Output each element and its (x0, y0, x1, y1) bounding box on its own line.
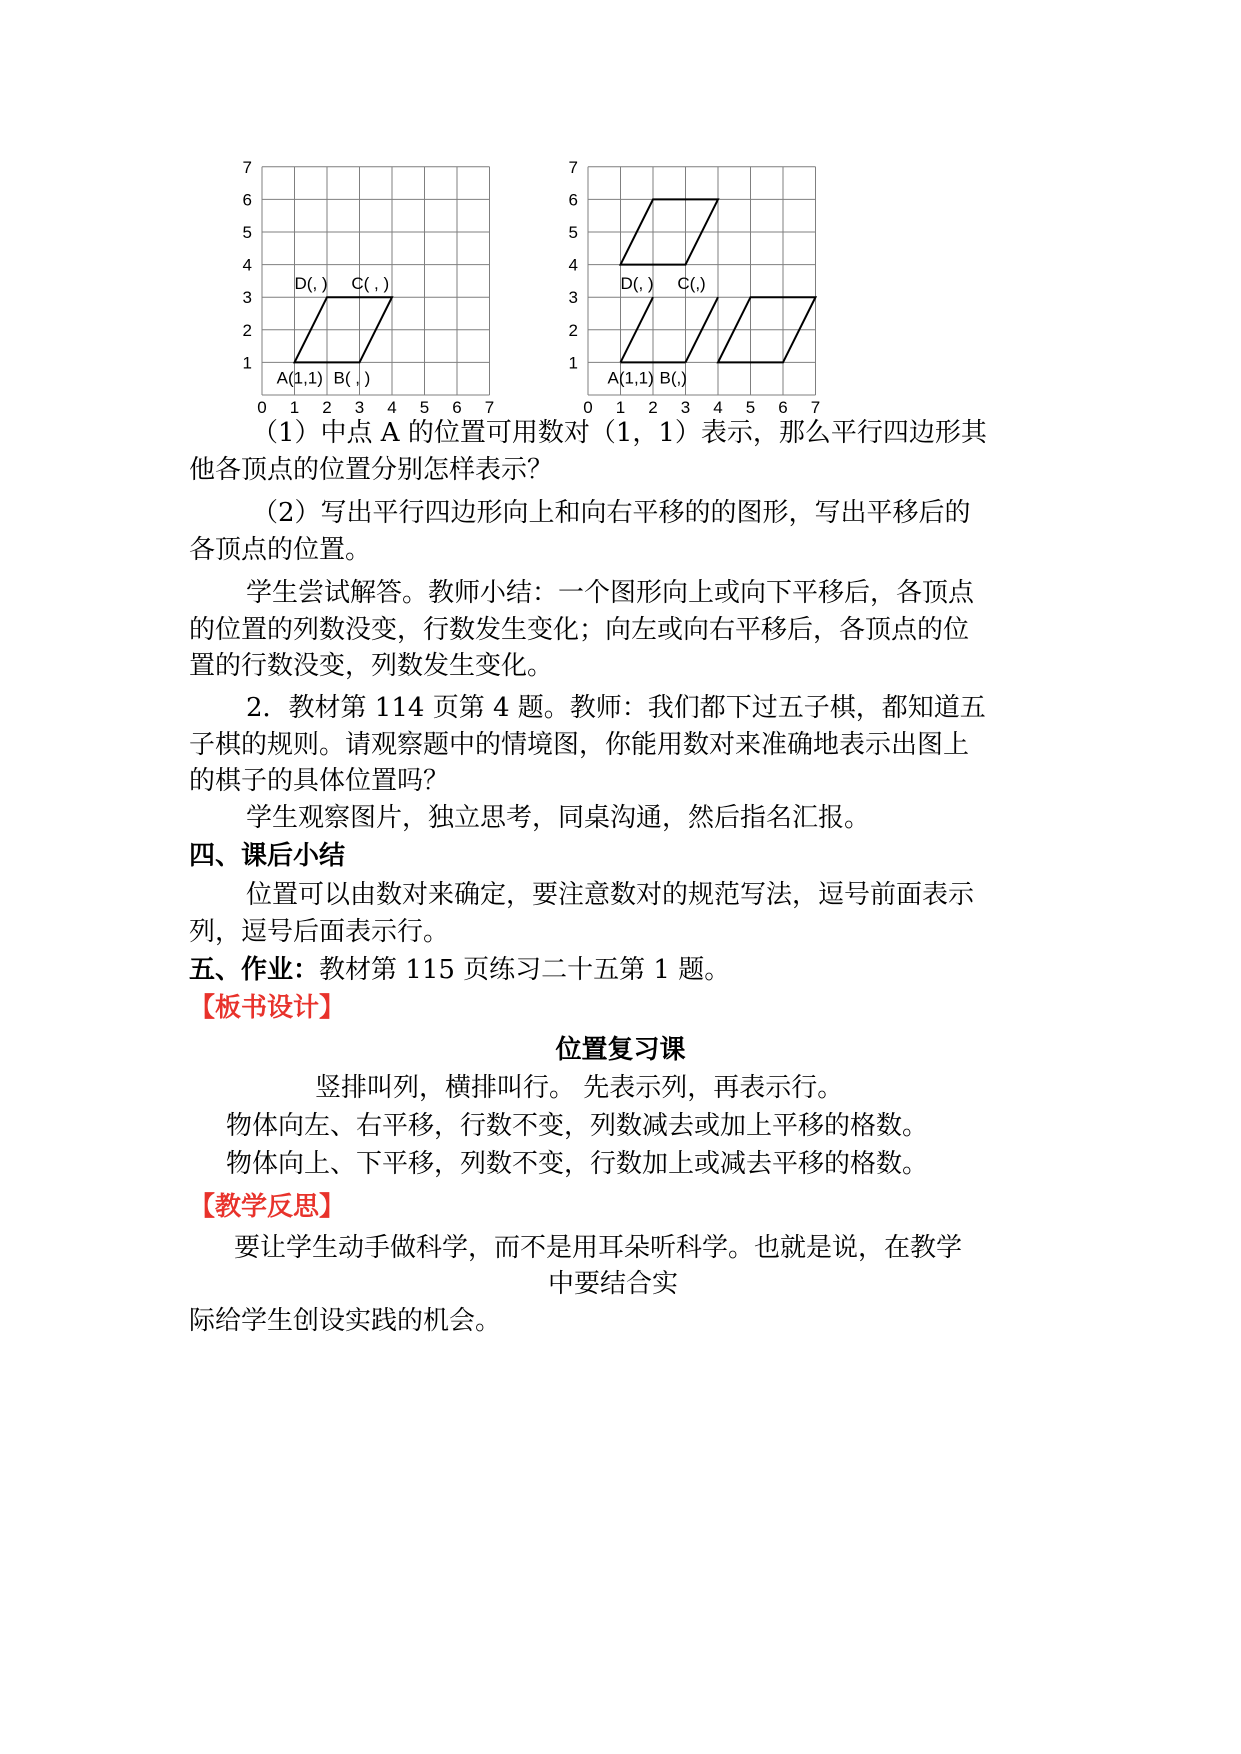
task-2-line-1: 2．教材第 114 页第 4 题。教师：我们都下过五子棋，都知道五 (246, 693, 986, 723)
left-coordinate-grid (243, 158, 495, 417)
x-tick-label: 2 (648, 398, 658, 417)
y-tick-label: 5 (242, 223, 252, 242)
y-tick-label: 5 (568, 223, 578, 242)
question-1-line-1: （1）中点 A 的位置可用数对（1，1）表示，那么平行四边形其 (252, 418, 987, 448)
vertex-label-b: B( , ) (333, 368, 371, 388)
vertex-label-d: D(, ) (294, 274, 328, 294)
x-tick-label: 7 (810, 398, 821, 417)
y-tick-label: 1 (568, 353, 578, 373)
y-tick-label: 4 (568, 255, 578, 275)
y-tick-label: 6 (242, 190, 252, 210)
reflection-line-2: 中要结合实 (548, 1269, 679, 1299)
x-tick-label: 6 (452, 398, 462, 417)
section-4-line-2: 列，逗号后面表示行。 (189, 917, 450, 947)
x-tick-label: 4 (713, 398, 723, 417)
coordinate-grids (0, 0, 1241, 420)
question-2-line-1: （2）写出平行四边形向上和向右平移的的图形，写出平移后的 (252, 498, 971, 528)
board-line-2: 物体向左、右平移，行数不变，列数减去或加上平移的格数。 (226, 1111, 929, 1141)
reflection-heading: 【教学反思】 (189, 1192, 346, 1222)
task-2-line-3: 的棋子的具体位置吗？ (189, 766, 450, 796)
y-tick-label: 2 (242, 320, 252, 340)
board-title: 位置复习课 (555, 1035, 686, 1065)
x-tick-label: 5 (419, 398, 430, 417)
question-2-line-2: 各顶点的位置。 (189, 535, 372, 565)
vertex-label-c: C( , ) (351, 274, 390, 294)
x-tick-label: 2 (322, 398, 332, 417)
y-tick-label: 7 (568, 157, 578, 177)
summary-line-1: 学生尝试解答。教师小结：一个图形向上或向下平移后，各顶点 (246, 578, 975, 608)
y-tick-label: 7 (242, 157, 252, 177)
y-tick-label: 6 (568, 190, 578, 210)
vertex-label-a: A(1,1) (276, 368, 323, 388)
reflection-line-3: 际给学生创设实践的机会。 (189, 1306, 502, 1336)
section-4-title: 四、课后小结 (189, 841, 346, 871)
vertex-label-c: C(,) (677, 274, 706, 294)
vertex-label-d: D(, ) (620, 274, 654, 294)
section-5-text: 教材第 115 页练习二十五第 1 题。 (319, 955, 731, 985)
x-tick-label: 1 (615, 398, 626, 417)
reflection-line-1: 要让学生动手做科学，而不是用耳朵听科学。也就是说，在教学 (234, 1233, 963, 1263)
y-tick-label: 2 (568, 320, 578, 340)
y-tick-label: 1 (242, 353, 252, 373)
x-tick-label: 0 (257, 398, 267, 417)
section-5 (189, 952, 730, 988)
task-2-line-2: 子棋的规则。请观察题中的情境图，你能用数对来准确地表示出图上 (189, 730, 970, 760)
board-line-3: 物体向上、下平移，列数不变，行数加上或减去平移的格数。 (226, 1149, 929, 1179)
y-tick-label: 4 (242, 255, 252, 275)
x-tick-label: 5 (745, 398, 756, 417)
summary-line-3: 置的行数没变，列数发生变化。 (189, 651, 554, 681)
board-line-1: 竖排叫列，横排叫行。 先表示列，再表示行。 (315, 1073, 844, 1103)
vertex-label-b: B(,) (659, 368, 687, 388)
y-tick-label: 3 (242, 288, 252, 308)
section-4-line-1: 位置可以由数对来确定，要注意数对的规范写法，逗号前面表示 (246, 880, 975, 910)
x-tick-label: 7 (484, 398, 495, 417)
x-tick-label: 4 (387, 398, 397, 417)
right-coordinate-grid (569, 158, 821, 417)
task-2-line-4: 学生观察图片，独立思考，同桌沟通，然后指名汇报。 (246, 803, 871, 833)
section-5-title: 五、作业： (189, 955, 320, 985)
question-1-line-2: 他各顶点的位置分别怎样表示？ (189, 455, 554, 485)
x-tick-label: 1 (289, 398, 300, 417)
x-tick-label: 0 (583, 398, 593, 417)
x-tick-label: 3 (354, 398, 365, 417)
board-design-heading: 【板书设计】 (189, 993, 346, 1023)
vertex-label-a: A(1,1) (607, 368, 654, 388)
x-tick-label: 3 (680, 398, 691, 417)
x-tick-label: 6 (778, 398, 788, 417)
summary-line-2: 的位置的列数没变，行数发生变化；向左或向右平移后，各顶点的位 (189, 615, 970, 645)
y-tick-label: 3 (568, 288, 578, 308)
